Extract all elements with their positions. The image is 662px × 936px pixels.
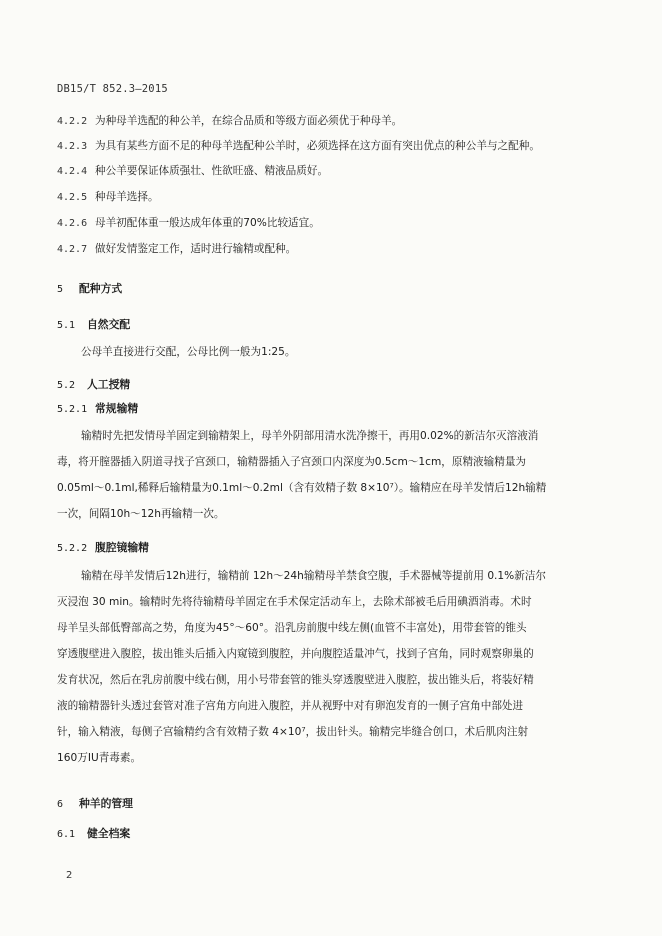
clause-number: 4.2.5 <box>57 192 88 203</box>
section-5-2-heading <box>57 377 130 392</box>
section-title: 种羊的管理 <box>79 797 133 810</box>
clause-text: 种公羊要保证体质强壮、性欲旺盛、精液品质好。 <box>95 165 329 177</box>
paragraph-line: 公母羊直接进行交配，公母比例一般为1:25。 <box>81 346 296 358</box>
paragraph-line: 160万IU青毒素。 <box>57 752 142 764</box>
paragraph-line: 一次，间隔10h～12h再输精一次。 <box>57 508 225 520</box>
section-number: 6 <box>57 799 64 810</box>
section-5-heading <box>57 281 122 296</box>
paragraph-line: 0.05ml～0.1ml,稀释后输精量为0.1ml～0.2ml（含有效精子数 8×10⁷）。输精应在母羊发情后12h输精 <box>57 482 547 494</box>
paragraph-line: 发育状况，然后在乳房前腹中线右侧，用小号带套管的锥头穿透腹壁进入腹腔，拔出锥头后，将装好精 <box>57 674 534 686</box>
clause-number: 4.2.3 <box>57 141 88 152</box>
clause-text: 为种母羊选配的种公羊，在综合品质和等级方面必须优于种母羊。 <box>95 115 403 127</box>
section-6-1-heading <box>57 826 130 841</box>
section-number: 5.2 <box>57 380 76 391</box>
section-5-2-2-heading <box>57 540 149 555</box>
section-5-2-2-paragraph <box>57 563 591 771</box>
paragraph-line: 输精时先把发情母羊固定到输精架上，母羊外阴部用清水洗净擦干，再用0.02%的新洁尔灭溶液消 <box>81 430 539 442</box>
paragraph-line: 毒，将开膣器插入阴道寻找子宫颈口，输精器插入子宫颈口内深度为0.5cm～1cm，原精液输精量为 <box>57 456 527 468</box>
paragraph-line: 灭浸泡 30 min。输精时先将待输精母羊固定在手术保定活动车上，去除术部被毛后用碘酒消毒。术时 <box>57 596 532 608</box>
paragraph-line: 液的输精器针头透过套管对准子宫角方向进入腹腔，并从视野中对有卵泡发育的一侧子宫角中部处进 <box>57 700 524 712</box>
section-5-2-1-paragraph <box>57 423 591 527</box>
clause-4-2-7 <box>57 242 296 257</box>
paragraph-line: 母羊呈头部低臀部高之势，角度为45°～60°。沿乳房前腹中线左侧(血管不丰富处)，用带套管的锥头 <box>57 622 527 634</box>
section-6-heading <box>57 796 133 811</box>
section-title: 健全档案 <box>87 827 131 840</box>
standard-code-header: DB15/T 852.3—2015 <box>57 83 168 95</box>
section-5-2-1-heading <box>57 401 138 416</box>
clause-text: 为具有某些方面不足的种母羊选配种公羊时，必须选择在这方面有突出优点的种公羊与之配种。 <box>95 140 540 152</box>
section-title: 腹腔镜输精 <box>95 541 149 554</box>
clause-4-2-6 <box>57 216 320 231</box>
section-5-1-heading <box>57 317 130 332</box>
clause-number: 4.2.6 <box>57 218 88 229</box>
section-number: 5.2.2 <box>57 543 88 554</box>
section-title: 配种方式 <box>79 282 123 295</box>
clause-4-2-3 <box>57 139 540 154</box>
section-title: 人工授精 <box>87 378 131 391</box>
section-number: 5 <box>57 284 64 295</box>
page-number: 2 <box>66 870 73 881</box>
paragraph-line: 输精在母羊发情后12h进行，输精前 12h～24h输精母羊禁食空腹，手术器械等提前用 0.1%新洁尔 <box>81 570 547 582</box>
paragraph-line: 针，输入精液，每侧子宫输精约含有效精子数 4×10⁷，拔出针头。输精完毕缝合创口，术后肌肉注射 <box>57 726 529 738</box>
section-5-1-paragraph <box>57 339 591 365</box>
clause-4-2-4 <box>57 164 328 179</box>
clause-text: 母羊初配体重一般达成年体重的70%比较适宜。 <box>95 217 320 229</box>
section-number: 5.2.1 <box>57 404 88 415</box>
section-number: 5.1 <box>57 320 76 331</box>
section-number: 6.1 <box>57 829 76 840</box>
section-title: 自然交配 <box>87 318 131 331</box>
clause-text: 做好发情鉴定工作，适时进行输精或配种。 <box>95 243 297 255</box>
clause-4-2-2 <box>57 114 402 129</box>
clause-number: 4.2.4 <box>57 166 88 177</box>
clause-4-2-5 <box>57 190 159 205</box>
clause-text: 种母羊选择。 <box>95 191 159 203</box>
paragraph-line: 穿透腹壁进入腹腔，拔出锥头后插入内窥镜到腹腔，并向腹腔适量冲气，找到子宫角，同时观察卵巢的 <box>57 648 534 660</box>
clause-number: 4.2.7 <box>57 244 88 255</box>
section-title: 常规输精 <box>95 402 139 415</box>
clause-number: 4.2.2 <box>57 116 88 127</box>
